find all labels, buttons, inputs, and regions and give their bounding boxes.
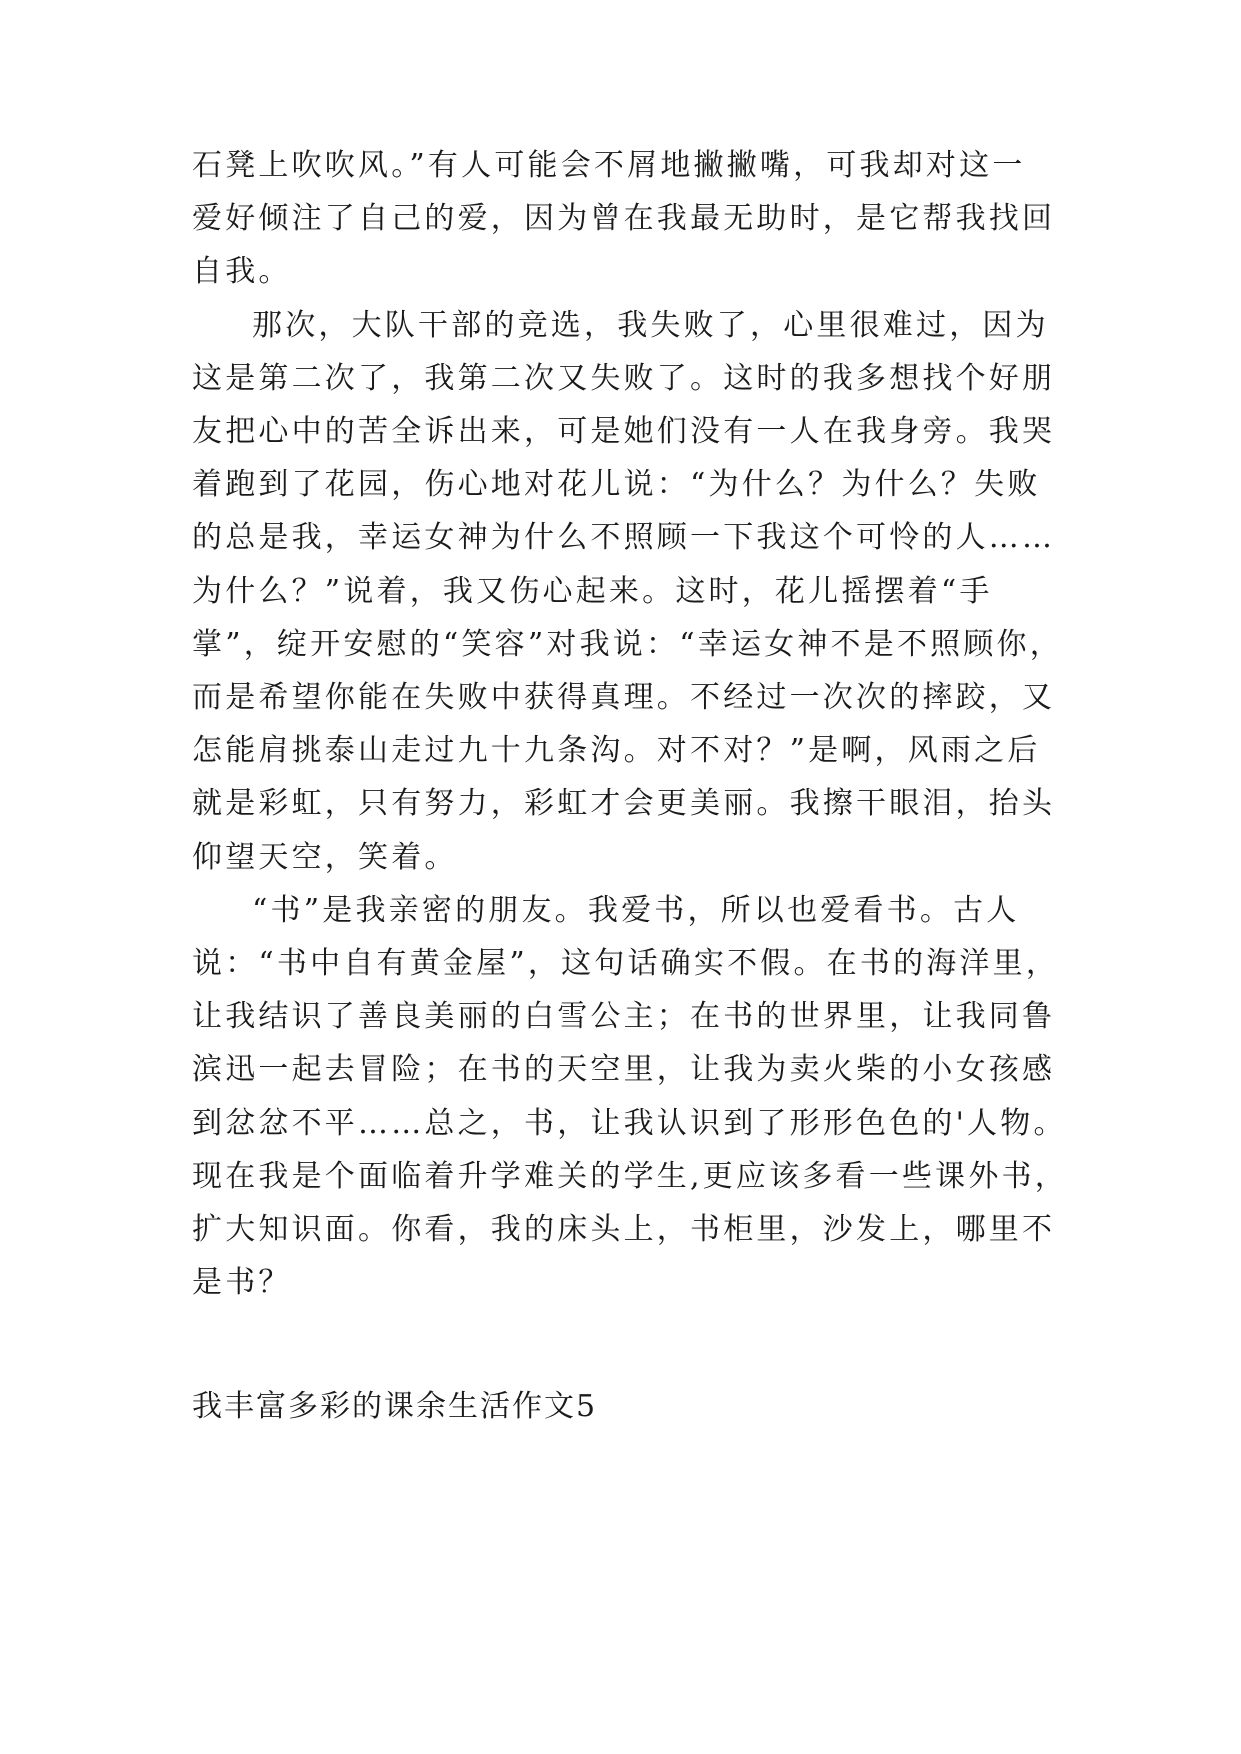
paragraph-3-line: 滨迅一起去冒险；在书的天空里，让我为卖火柴的小女孩感 — [192, 1052, 1056, 1087]
paragraph-2-line: 友把心中的苦全诉出来，可是她们没有一人在我身旁。我哭 — [192, 414, 1056, 449]
paragraph-2-line: 仰望天空，笑着。 — [192, 840, 458, 875]
section-heading: 我丰富多彩的课余生活作文5 — [192, 1389, 598, 1424]
paragraph-2-line: 怎能肩挑泰山走过九十九条沟。对不对？”是啊，风雨之后 — [192, 733, 1041, 768]
paragraph-3-line: 是书？ — [192, 1265, 292, 1300]
paragraph-2-line: 掌”，绽开安慰的“笑容”对我说：“幸运女神不是不照顾你， — [192, 627, 1063, 662]
paragraph-1-line: 自我。 — [192, 254, 292, 289]
paragraph-2-line: 的总是我，幸运女神为什么不照顾一下我这个可怜的人…… — [192, 520, 1056, 555]
paragraph-3-line: 让我结识了善良美丽的白雪公主；在书的世界里，让我同鲁 — [192, 999, 1056, 1034]
paragraph-3-line: 到忿忿不平……总之，书，让我认识到了形形色色的'人物。 — [192, 1106, 1067, 1141]
paragraph-2-line: 这是第二次了，我第二次又失败了。这时的我多想找个好朋 — [192, 361, 1056, 396]
paragraph-3-line: “书”是我亲密的朋友。我爱书，所以也爱看书。古人 — [252, 893, 1020, 928]
paragraph-3-line: 现在我是个面临着升学难关的学生,更应该多看一些课外书， — [192, 1159, 1068, 1194]
paragraph-2-line: 着跑到了花园，伤心地对花儿说：“为什么？为什么？失败 — [192, 467, 1041, 502]
paragraph-3-line: 扩大知识面。你看，我的床头上，书柜里，沙发上，哪里不 — [192, 1212, 1056, 1247]
paragraph-2-line: 为什么？”说着，我又伤心起来。这时，花儿摇摆着“手 — [192, 574, 993, 609]
paragraph-3-line: 说：“书中自有黄金屋”，这句话确实不假。在书的海洋里， — [192, 946, 1060, 981]
paragraph-2-line: 就是彩虹，只有努力，彩虹才会更美丽。我擦干眼泪，抬头 — [192, 786, 1056, 821]
paragraph-1-line: 石凳上吹吹风。”有人可能会不屑地撇撇嘴，可我却对这一 — [192, 148, 1026, 183]
paragraph-2-line: 那次，大队干部的竞选，我失败了，心里很难过，因为 — [252, 308, 1049, 343]
paragraph-2-line: 而是希望你能在失败中获得真理。不经过一次次的摔跤，又 — [192, 680, 1056, 715]
paragraph-1-line: 爱好倾注了自己的爱，因为曾在我最无助时，是它帮我找回 — [192, 201, 1056, 236]
